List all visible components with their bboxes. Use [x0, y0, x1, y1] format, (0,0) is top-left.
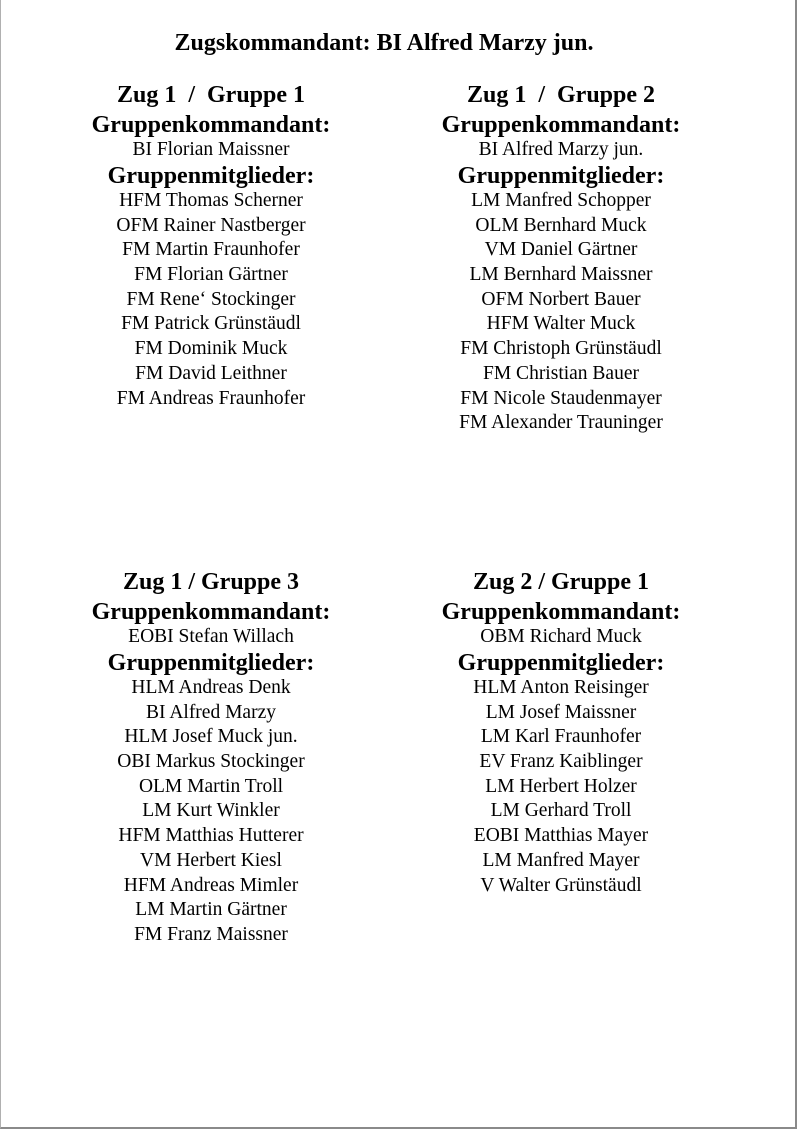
group-member: LM Josef Maissner — [485, 701, 637, 723]
group-title: Zug 1 / Gruppe 1 — [116, 82, 306, 108]
members-label: Gruppenmitglieder: — [457, 650, 665, 676]
group-member: HFM Andreas Mimler — [123, 874, 299, 896]
member-list — [391, 189, 731, 436]
group-member: FM Dominik Muck — [134, 338, 288, 360]
group-member: LM Manfred Mayer — [482, 849, 640, 871]
group-member: FM Florian Gärtner — [134, 264, 288, 286]
group-member: HFM Matthias Hutterer — [118, 825, 304, 847]
page-title: Zugskommandant: BI Alfred Marzy jun. — [174, 30, 594, 56]
group-member: HFM Walter Muck — [486, 313, 636, 335]
members-label: Gruppenmitglieder: — [107, 650, 315, 676]
group-commander: OBM Richard Muck — [480, 626, 642, 647]
group-member: LM Martin Gärtner — [135, 899, 287, 921]
group-title: Zug 2 / Gruppe 1 — [472, 569, 650, 595]
group-member: EV Franz Kaiblinger — [479, 751, 643, 773]
commander-label: Gruppenkommandant: — [91, 599, 331, 625]
group-member: HLM Josef Muck jun. — [124, 726, 298, 748]
group-member: FM Christian Bauer — [483, 362, 639, 384]
group-member: OFM Rainer Nastberger — [116, 214, 306, 236]
group-member: LM Karl Fraunhofer — [480, 726, 642, 748]
group-member: LM Kurt Winkler — [142, 800, 280, 822]
group-zug1-gruppe1 — [41, 80, 381, 411]
commander-label: Gruppenkommandant: — [441, 599, 681, 625]
group-member: EOBI Matthias Mayer — [473, 825, 649, 847]
member-list — [41, 189, 381, 411]
group-member: V Walter Grünstäudl — [480, 874, 642, 896]
group-member: FM Nicole Staudenmayer — [460, 387, 662, 409]
group-commander: BI Florian Maissner — [132, 139, 290, 160]
group-member: VM Daniel Gärtner — [484, 239, 638, 261]
group-member: FM Franz Maissner — [134, 923, 288, 945]
group-commander: EOBI Stefan Willach — [128, 626, 294, 647]
group-zug1-gruppe3 — [41, 567, 381, 948]
group-member: OLM Bernhard Muck — [475, 214, 647, 236]
group-member: LM Bernhard Maissner — [469, 264, 653, 286]
member-list — [391, 676, 731, 898]
group-member: OFM Norbert Bauer — [481, 288, 641, 310]
group-member: LM Manfred Schopper — [471, 190, 651, 211]
group-member: FM Christoph Grünstäudl — [460, 338, 662, 360]
group-member: LM Herbert Holzer — [485, 775, 637, 797]
members-label: Gruppenmitglieder: — [457, 163, 665, 189]
group-member: VM Herbert Kiesl — [140, 849, 282, 871]
group-commander: BI Alfred Marzy jun. — [478, 139, 644, 160]
group-member: FM Alexander Trauninger — [459, 412, 663, 434]
group-member: OBI Markus Stockinger — [117, 751, 305, 773]
group-member: HFM Thomas Scherner — [119, 190, 303, 211]
group-member: FM Rene‘ Stockinger — [126, 288, 296, 310]
commander-label: Gruppenkommandant: — [441, 112, 681, 138]
group-zug1-gruppe2 — [391, 80, 731, 436]
group-member: HLM Andreas Denk — [131, 677, 291, 698]
group-title: Zug 1 / Gruppe 2 — [466, 82, 656, 108]
member-list — [41, 676, 381, 948]
group-member: LM Gerhard Troll — [490, 800, 632, 822]
group-member: BI Alfred Marzy — [146, 701, 276, 723]
group-title: Zug 1 / Gruppe 3 — [122, 569, 300, 595]
group-member: HLM Anton Reisinger — [473, 677, 649, 698]
commander-label: Gruppenkommandant: — [91, 112, 331, 138]
group-member: FM Martin Fraunhofer — [122, 239, 300, 261]
group-member: FM Patrick Grünstäudl — [121, 313, 301, 335]
group-zug2-gruppe1 — [391, 567, 731, 898]
group-member: OLM Martin Troll — [138, 775, 284, 797]
group-member: FM David Leithner — [135, 362, 287, 384]
group-member: FM Andreas Fraunhofer — [116, 387, 306, 409]
members-label: Gruppenmitglieder: — [107, 163, 315, 189]
